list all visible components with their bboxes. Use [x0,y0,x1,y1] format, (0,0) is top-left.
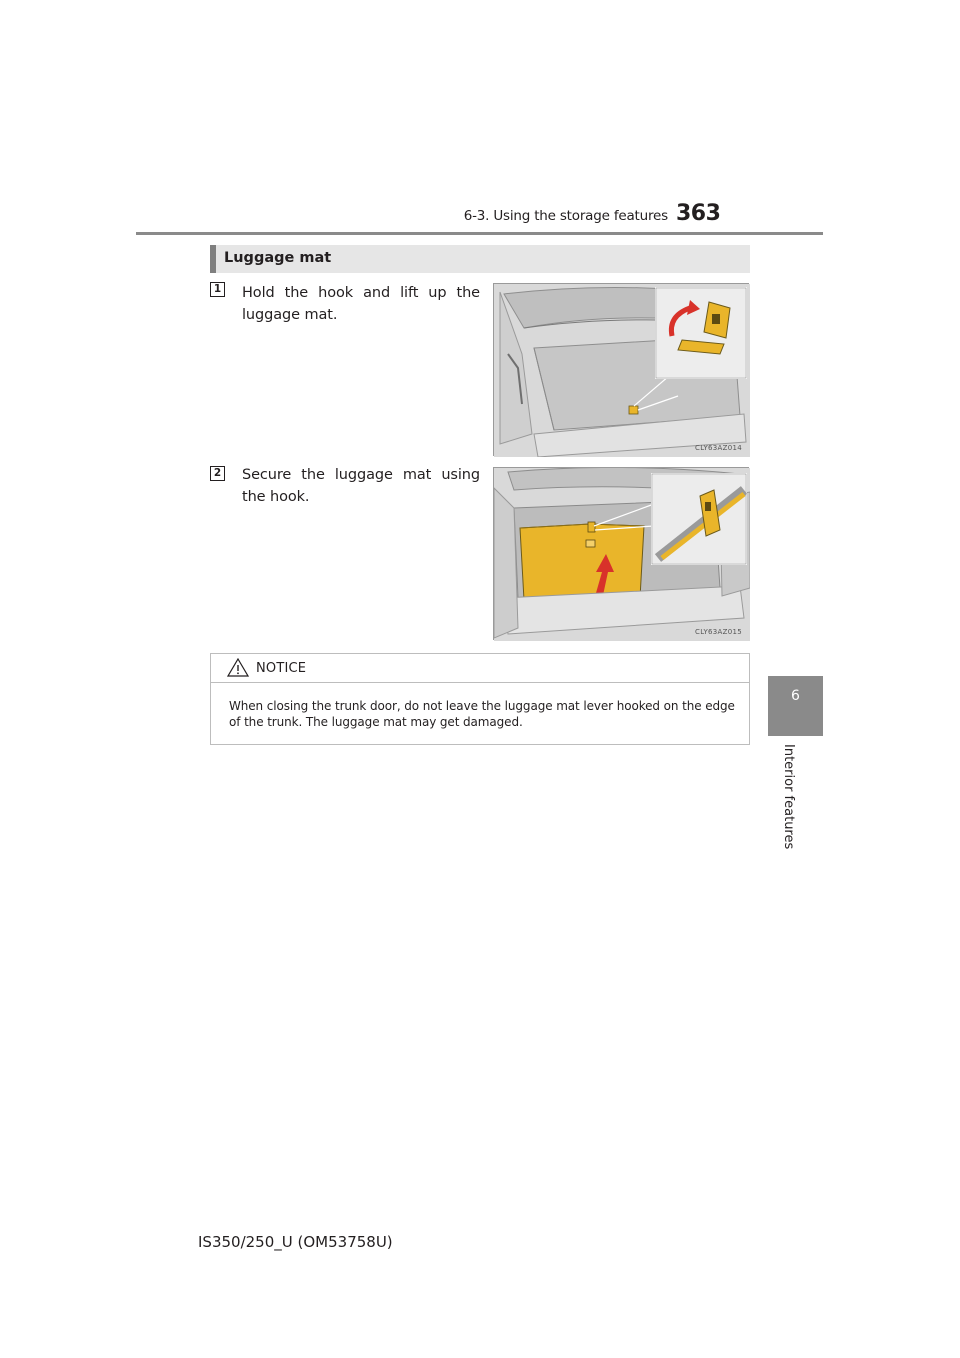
chapter-tab [768,676,823,736]
step-2-illustration [493,467,749,640]
footer-model-code: IS350/250_U (OM53758U) [198,1233,393,1251]
section-heading [210,245,750,273]
step-2-image-code: CLY63AZ015 [695,628,742,636]
page-number: 363 [676,201,721,226]
notice-box [210,653,750,745]
step-1-image-code: CLY63AZ014 [695,444,742,452]
trunk-mat-secured-image [494,468,750,641]
chapter-label-text: Interior features [781,744,796,850]
step-1-text: Hold the hook and lift up the luggage mat. [242,285,480,323]
step-1-illustration [493,283,749,456]
step-2-badge: 2 [210,466,225,481]
chapter-label [781,744,806,850]
step-1-badge: 1 [210,282,225,297]
running-header: 6-3. Using the storage features [463,208,668,224]
trunk-open-mat-image [494,284,750,457]
notice-title: NOTICE [256,661,307,676]
step-2-text: Secure the luggage mat using the hook. [242,467,480,505]
notice-text: When closing the trunk door, do not leave the luggage mat lever hooked on the edge of the trunk. The luggage mat may get damaged. [229,699,735,729]
header-rule [136,232,823,235]
notice-header [211,654,749,683]
section-title: Luggage mat [224,250,332,266]
chapter-number: 6 [791,688,800,704]
warning-triangle-icon [227,658,249,681]
